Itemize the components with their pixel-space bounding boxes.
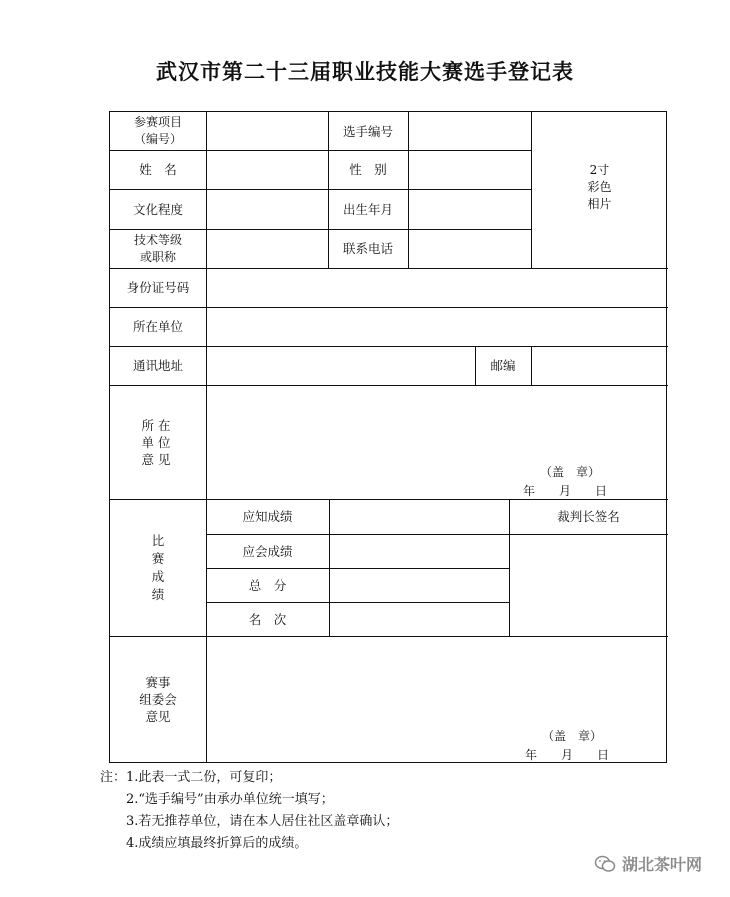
score-field-knowledge[interactable] [329,499,509,534]
watermark [594,852,702,875]
notes-section [100,767,398,855]
name-label: 姓 名 [139,162,177,177]
skill-label: 技术等级 或职称 [133,232,182,264]
form-title: 武汉市第二十三届职业技能大赛选手登记表 [156,60,574,84]
address-field[interactable] [206,346,475,385]
score-label: 比 赛 成 绩 [151,532,165,602]
address-label: 通讯地址 [132,358,183,373]
player-no-label: 选手编号 [342,123,393,139]
score-row-label: 应会成绩 [242,543,293,559]
photo-placeholder: 2寸 彩色 相片 [587,162,612,211]
judge-sign-field[interactable] [509,534,668,636]
postcode-label: 邮编 [490,358,516,373]
wechat-icon [594,855,616,873]
note-line: 3.若无推荐单位，请在本人居住社区盖章确认； [100,814,399,829]
gender-label: 性 别 [349,162,387,177]
gender-field[interactable] [408,150,531,189]
score-row-label: 应知成绩 [242,509,293,524]
watermark-text: 湖北茶叶网 [622,855,703,874]
note-line: 4.成绩应填最终折算后的成绩。 [100,836,308,851]
birth-label: 出生年月 [342,201,393,217]
id-label: 身份证号码 [126,280,190,295]
phone-field[interactable] [408,229,531,268]
project-label: 参赛项目 （编号） [133,115,182,146]
birth-field[interactable] [408,189,531,229]
judge-sign-label: 裁判长签名 [557,509,620,524]
unit-label: 所在单位 [132,319,183,334]
note-line: 2.“选手编号”由承办单位统一填写； [100,792,334,807]
postcode-field[interactable] [531,346,668,385]
id-field[interactable] [206,268,668,307]
project-field[interactable] [206,112,328,150]
unit-stamp-text: （盖 章） [539,464,600,479]
phone-label: 联系电话 [342,241,393,256]
score-row-label: 总 分 [248,577,287,593]
player-no-field[interactable] [408,112,531,150]
skill-field[interactable] [206,229,328,268]
score-field-skill[interactable] [329,534,509,568]
score-field-total[interactable] [329,568,509,602]
name-field[interactable] [206,150,328,189]
committee-date-text: 年 月 日 [524,747,609,762]
education-field[interactable] [206,189,328,229]
score-field-rank[interactable] [329,602,509,636]
score-row-label: 名 次 [248,611,287,627]
unit-opinion-label: 所在 单位 意见 [141,417,175,467]
committee-label: 赛事 组委会 意见 [139,674,177,724]
committee-stamp-text: （盖 章） [541,728,602,743]
note-line: 注：1.此表一式二份，可复印； [100,770,282,785]
education-label: 文化程度 [132,201,183,217]
unit-date-text: 年 月 日 [522,483,607,498]
unit-field[interactable] [206,307,668,346]
registration-form-table [109,111,667,763]
